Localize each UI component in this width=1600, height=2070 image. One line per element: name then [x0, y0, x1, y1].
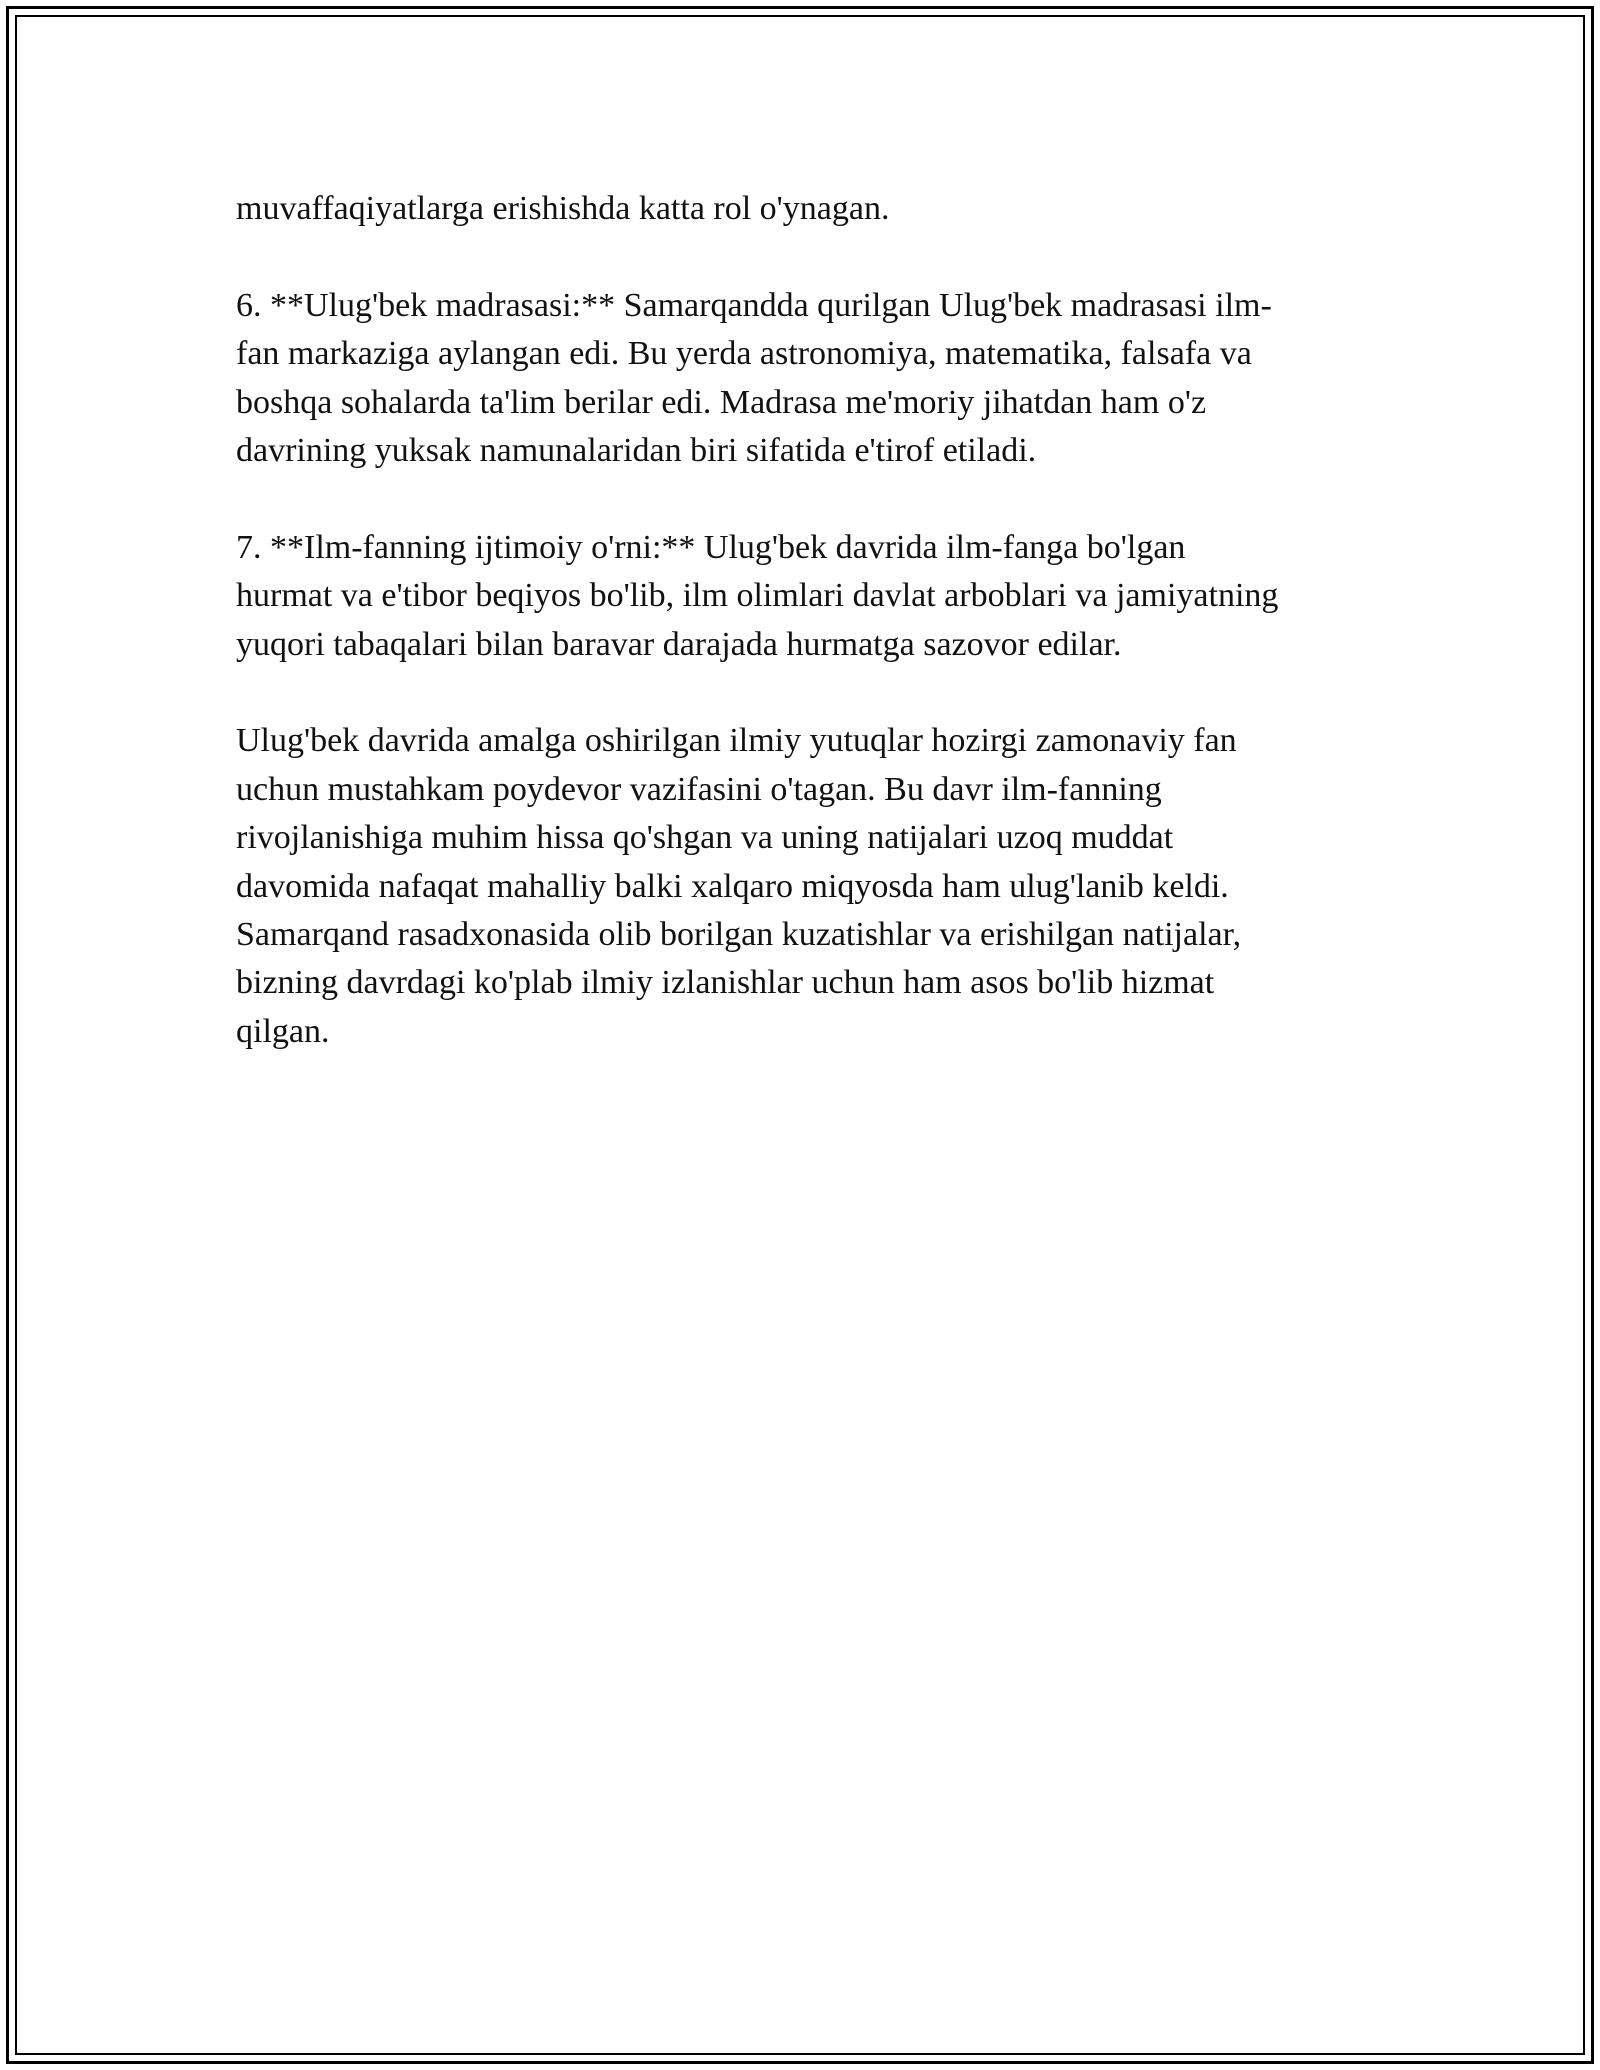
paragraph-ulugbek-madrasasi: 6. **Ulug'bek madrasasi:** Samarqandda qurilgan Ulug'bek madrasasi ilm- fan markaziga aylangan edi. Bu yerda astronomiya, matematika, falsafa va boshqa sohalarda ta'lim berilar edi. Madrasa me'moriy jihatdan ham o'z davrining yuksak namunalaridan biri sifatida e'tirof etiladi. — [236, 286, 1272, 470]
paragraph-continuation: muvaffaqiyatlarga erishishda katta rol o'ynagan. — [236, 190, 890, 227]
document-body — [236, 185, 1366, 1056]
paragraph-ilm-fanning-ijtimoiy-orni: 7. **Ilm-fanning ijtimoiy o'rni:** Ulug'bek davrida ilm-fanga bo'lgan hurmat va e'tibor beqiyos bo'lib, ilm olimlari davlat arboblari va jamiyatning yuqori tabaqalari bilan baravar darajada hurmatga sazovor edilar. — [236, 528, 1279, 663]
paragraph-conclusion: Ulug'bek davrida amalga oshirilgan ilmiy yutuqlar hozirgi zamonaviy fan uchun mustahkam poydevor vazifasini o'tagan. Bu davr ilm-fanning rivojlanishiga muhim hissa qo'shgan va uning natijalari uzoq muddat davomida nafaqat mahalliy balki xalqaro miqyosda ham ulug'lanib keldi. Samarqand rasadxonasida olib borilgan kuzatishlar va erishilgan natijalar, bizning davrdagi ko'plab ilmiy izlanishlar uchun ham asos bo'lib hizmat qilgan. — [236, 722, 1242, 1050]
